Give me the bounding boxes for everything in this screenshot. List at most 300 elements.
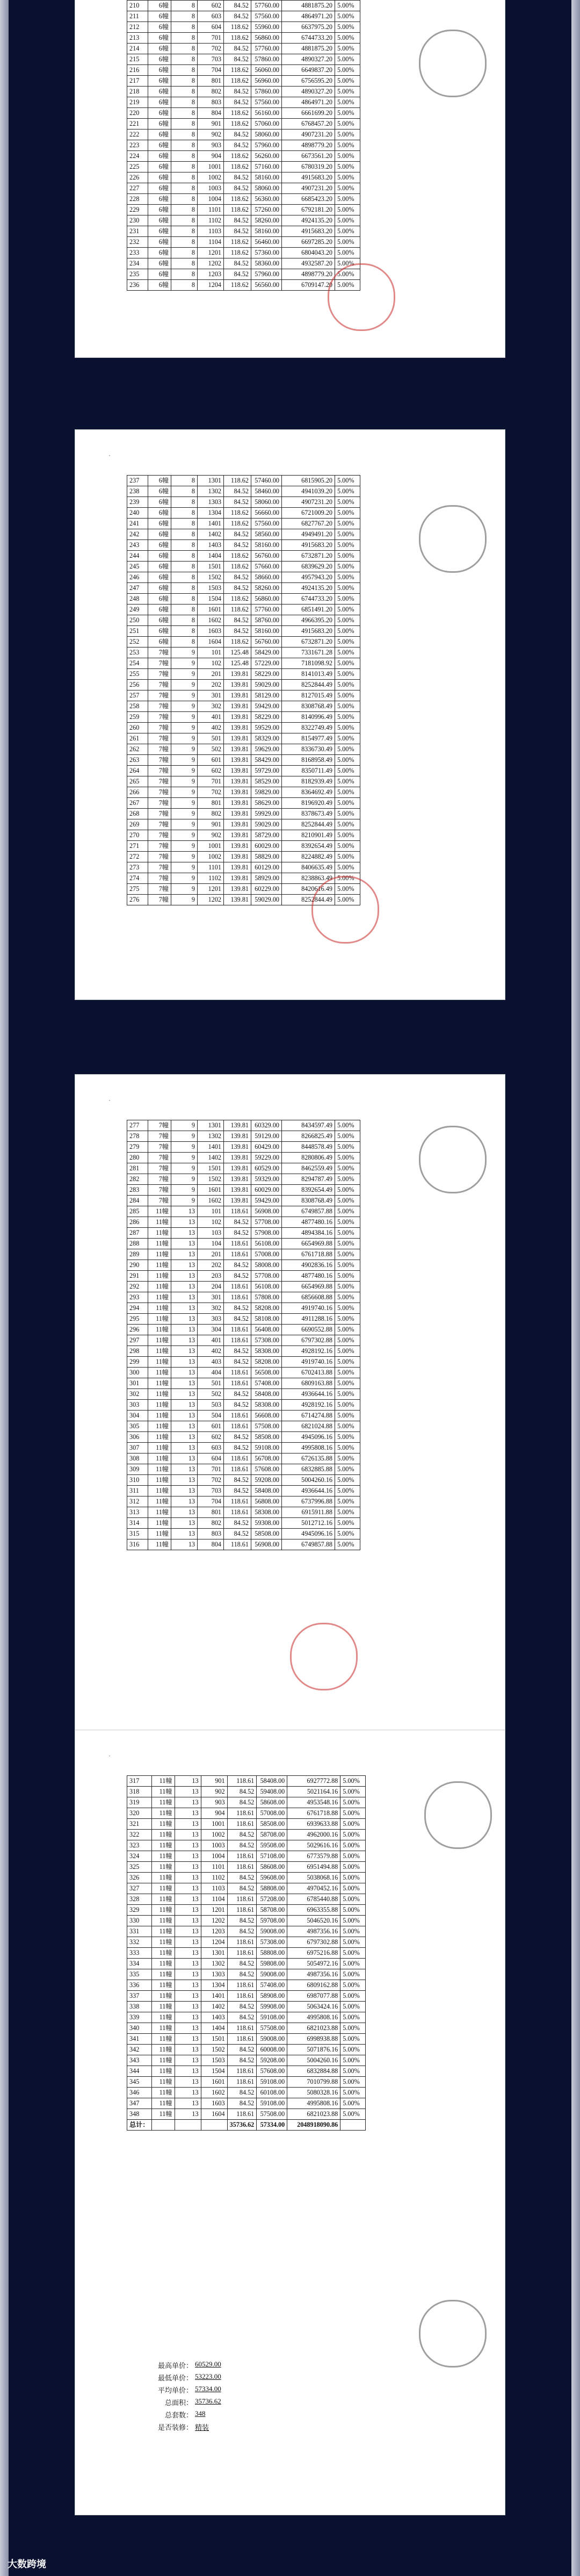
table-cell: 1301 (198, 1120, 224, 1131)
table-cell: 139.81 (224, 680, 251, 690)
table-cell: 4898779.20 (282, 140, 335, 151)
table-cell: 703 (198, 1486, 224, 1496)
table-cell: 253 (127, 647, 148, 658)
table-cell: 5.00% (335, 22, 360, 33)
table-cell: 8 (171, 22, 198, 33)
table-cell: 84.52 (224, 626, 251, 637)
table-cell: 13 (171, 1443, 198, 1454)
table-cell: 1204 (198, 280, 224, 291)
table-cell: 227 (127, 183, 148, 194)
table-cell: 84.52 (224, 1314, 251, 1325)
table-row (127, 798, 360, 809)
seal-stamp (424, 1781, 492, 1849)
table-cell: 5.00% (335, 744, 360, 755)
table-row (127, 1282, 360, 1292)
table-cell: 9 (171, 701, 198, 712)
right-edge-bar (571, 0, 580, 2576)
table-cell: 6幢 (148, 140, 171, 151)
table-cell: 11幢 (151, 1926, 175, 1937)
table-cell: 6654969.88 (282, 1239, 335, 1249)
table-cell: 275 (127, 884, 148, 895)
table-cell: 57229.00 (251, 658, 282, 669)
table-cell: 8 (171, 497, 198, 508)
table-cell: 1503 (198, 583, 224, 594)
table-cell: 5071876.16 (287, 2045, 340, 2055)
table-cell: 246 (127, 572, 148, 583)
table-cell: 7幢 (148, 830, 171, 841)
table-row (127, 1153, 360, 1163)
table-cell: 5.00% (335, 1206, 360, 1217)
table-cell: 57608.00 (251, 1464, 282, 1475)
table-cell: 6幢 (148, 22, 171, 33)
table-cell: 57460.00 (251, 476, 282, 486)
table-cell: 326 (127, 1873, 152, 1883)
table-row (127, 1991, 366, 2002)
table-row (127, 615, 360, 626)
table-row (127, 1325, 360, 1335)
table-cell: 902 (201, 1787, 227, 1797)
table-row (127, 1486, 360, 1496)
table-cell: 5.00% (340, 1894, 366, 1905)
table-cell: 6幢 (148, 519, 171, 529)
table-row (127, 572, 360, 583)
table-cell: 5.00% (340, 2077, 366, 2088)
table-cell: 5012712.16 (282, 1518, 335, 1529)
table-row (127, 1, 360, 11)
table-cell: 6821023.88 (287, 2023, 340, 2034)
table-cell: 202 (198, 680, 224, 690)
table-cell: 8 (171, 269, 198, 280)
table-cell: 5.00% (335, 497, 360, 508)
table-cell: 5.00% (335, 1539, 360, 1550)
table-cell: 322 (127, 1830, 152, 1840)
table-row (127, 140, 360, 151)
table-cell: 6721009.20 (282, 508, 335, 519)
table-cell: 13 (171, 1239, 198, 1249)
table-cell: 58208.00 (251, 1357, 282, 1368)
table-row (127, 1808, 366, 1819)
table-cell: 228 (127, 194, 148, 205)
table-cell: 1201 (201, 1905, 227, 1916)
table-cell: 118.62 (224, 562, 251, 572)
table-cell: 8196920.49 (282, 798, 335, 809)
table-cell: 261 (127, 733, 148, 744)
table-cell: 1603 (198, 626, 224, 637)
table-cell: 84.52 (227, 2055, 257, 2066)
table-cell: 13 (171, 1411, 198, 1421)
table-cell: 5.00% (335, 1260, 360, 1271)
table-cell: 5.00% (335, 129, 360, 140)
table-cell: 266 (127, 787, 148, 798)
table-cell: 268 (127, 809, 148, 819)
table-cell: 103 (198, 1228, 224, 1239)
table-cell: 13 (175, 1937, 201, 1948)
table-cell: 5.00% (335, 1346, 360, 1357)
table-cell: 6963355.88 (287, 1905, 340, 1916)
table-cell: 118.62 (224, 22, 251, 33)
table-cell: 4898779.20 (282, 269, 335, 280)
table-cell: 8 (171, 172, 198, 183)
table-cell: 224 (127, 151, 148, 162)
table-cell: 84.52 (227, 1883, 257, 1894)
table-cell: 8238863.49 (282, 873, 335, 884)
table-cell: 5.00% (335, 605, 360, 615)
table-cell: 257 (127, 690, 148, 701)
table-cell: 1003 (198, 183, 224, 194)
table-cell: 301 (198, 1292, 224, 1303)
table-cell: 8 (171, 162, 198, 172)
table-cell: 13 (175, 1969, 201, 1980)
table-cell: 11幢 (148, 1239, 171, 1249)
table-cell: 11幢 (148, 1539, 171, 1550)
table-cell: 6821023.88 (287, 2109, 340, 2120)
table-row (127, 1120, 360, 1131)
table-cell: 402 (198, 723, 224, 733)
table-cell: 271 (127, 841, 148, 852)
table-cell: 6780319.20 (282, 162, 335, 172)
table-cell: 5.00% (335, 215, 360, 226)
table-cell: 329 (127, 1905, 152, 1916)
table-cell: 8 (171, 33, 198, 44)
page-mark: · (108, 451, 111, 459)
table-cell: 303 (127, 1400, 148, 1411)
table-cell: 1402 (198, 529, 224, 540)
table-cell: 8154977.49 (282, 733, 335, 744)
table-cell: 6幢 (148, 205, 171, 215)
table-cell: 5.00% (335, 1196, 360, 1206)
table-cell: 6827767.20 (282, 519, 335, 529)
table-row (127, 54, 360, 65)
table-cell: 292 (127, 1282, 148, 1292)
table-cell: 203 (198, 1271, 224, 1282)
table-cell: 8 (171, 11, 198, 22)
table-cell: 84.52 (224, 1217, 251, 1228)
table-cell: 6幢 (148, 258, 171, 269)
table-cell: 6732871.20 (282, 551, 335, 562)
table-cell: 118.61 (227, 1948, 257, 1959)
table-cell: 84.52 (224, 615, 251, 626)
table-row (127, 215, 360, 226)
table-cell: 139.81 (224, 1185, 251, 1196)
page-mark: · (108, 1752, 111, 1759)
table-cell: 6幢 (148, 637, 171, 647)
table-cell: 4924135.20 (282, 583, 335, 594)
table-cell: 139.81 (224, 690, 251, 701)
table-cell: 5.00% (335, 798, 360, 809)
table-cell: 328 (127, 1894, 152, 1905)
table-cell: 1001 (201, 1819, 227, 1830)
table-cell: 6幢 (148, 151, 171, 162)
table-row (127, 529, 360, 540)
table-cell: 60529.00 (251, 1163, 282, 1174)
table-cell: 1002 (201, 1830, 227, 1840)
table-cell: 84.52 (224, 1475, 251, 1486)
table-cell: 11幢 (148, 1260, 171, 1271)
table-row (127, 183, 360, 194)
table-cell: 5.00% (335, 33, 360, 44)
table-cell: 84.52 (227, 2098, 257, 2109)
table-cell: 4894384.16 (282, 1228, 335, 1239)
table-cell: 59108.00 (257, 2012, 287, 2023)
table-cell: 4881875.20 (282, 44, 335, 54)
table-cell: 84.52 (227, 1830, 257, 1840)
table-cell: 5.00% (335, 1239, 360, 1249)
table-cell: 286 (127, 1217, 148, 1228)
table-cell: 139.81 (224, 841, 251, 852)
table-cell: 118.62 (224, 508, 251, 519)
table-cell: 324 (127, 1851, 152, 1862)
table-cell: 5.00% (335, 486, 360, 497)
table-cell: 13 (171, 1496, 198, 1507)
table-cell: 1302 (198, 1131, 224, 1142)
table-cell: 901 (198, 119, 224, 129)
table-row (127, 1303, 360, 1314)
table-cell: 84.52 (224, 1443, 251, 1454)
table-cell: 9 (171, 1163, 198, 1174)
table-row (127, 680, 360, 690)
table-cell: 57860.00 (251, 54, 282, 65)
table-cell: 11幢 (148, 1282, 171, 1292)
table-cell: 1303 (198, 497, 224, 508)
table-row (127, 508, 360, 519)
price-table-page-1 (127, 0, 360, 291)
table-cell: 58229.00 (251, 669, 282, 680)
table-cell: 5.00% (340, 1862, 366, 1873)
table-cell: 56908.00 (251, 1539, 282, 1550)
table-cell: 6幢 (148, 162, 171, 172)
table-cell: 247 (127, 583, 148, 594)
table-cell: 242 (127, 529, 148, 540)
table-cell: 84.52 (224, 572, 251, 583)
table-row (127, 1142, 360, 1153)
table-cell: 346 (127, 2088, 152, 2098)
table-cell: 6幢 (148, 119, 171, 129)
table-cell: 1604 (201, 2109, 227, 2120)
table-row (127, 712, 360, 723)
table-cell: 1004 (201, 1851, 227, 1862)
table-cell: 13 (171, 1539, 198, 1550)
table-cell: 334 (127, 1959, 152, 1969)
table-cell: 118.61 (224, 1282, 251, 1292)
table-cell: 13 (175, 2077, 201, 2088)
table-cell: 801 (198, 1507, 224, 1518)
table-cell: 280 (127, 1153, 148, 1163)
table-cell: 302 (127, 1389, 148, 1400)
table-cell: 59829.00 (251, 787, 282, 798)
table-cell: 59029.00 (251, 895, 282, 905)
table-cell: 402 (198, 1346, 224, 1357)
table-cell: 5.00% (335, 476, 360, 486)
table-row (127, 1443, 360, 1454)
table-row (127, 1926, 366, 1937)
table-cell: 139.81 (224, 787, 251, 798)
table-row (127, 1507, 360, 1518)
table-cell: 901 (198, 819, 224, 830)
table-cell: 4890327.20 (282, 54, 335, 65)
table-cell: 701 (198, 776, 224, 787)
table-cell: 5080328.16 (287, 2088, 340, 2098)
table-cell: 56460.00 (251, 237, 282, 248)
table-cell: 5.00% (335, 1454, 360, 1464)
table-cell: 11幢 (148, 1368, 171, 1378)
table-cell: 9 (171, 733, 198, 744)
table-cell: 5.00% (340, 1787, 366, 1797)
table-row (127, 119, 360, 129)
table-cell: 60129.00 (251, 862, 282, 873)
table-cell: 13 (171, 1507, 198, 1518)
table-cell: 58060.00 (251, 183, 282, 194)
table-cell: 84.52 (224, 11, 251, 22)
table-cell: 8 (171, 183, 198, 194)
table-cell: 59108.00 (257, 2077, 287, 2088)
table-cell: 56060.00 (251, 65, 282, 76)
table-cell: 241 (127, 519, 148, 529)
table-cell: 58808.00 (257, 1883, 287, 1894)
table-cell: 118.62 (224, 237, 251, 248)
table-cell: 1602 (198, 1196, 224, 1206)
table-cell: 58760.00 (251, 615, 282, 626)
table-cell: 11幢 (148, 1378, 171, 1389)
table-cell: 283 (127, 1185, 148, 1196)
table-cell: 5.00% (335, 637, 360, 647)
summary-row: 平均单价： 57334.00 (157, 2385, 221, 2394)
table-cell: 7幢 (148, 819, 171, 830)
table-cell: 903 (198, 140, 224, 151)
table-cell: 84.52 (224, 1518, 251, 1529)
table-cell: 1304 (201, 1980, 227, 1991)
table-cell: 6幢 (148, 129, 171, 140)
table-cell: 5.00% (335, 669, 360, 680)
table-cell: 8 (171, 215, 198, 226)
table-cell: 331 (127, 1926, 152, 1937)
table-cell: 201 (198, 669, 224, 680)
table-cell: 11幢 (151, 1808, 175, 1819)
table-cell: 1002 (198, 172, 224, 183)
table-cell: 1201 (198, 248, 224, 258)
table-row (127, 1496, 360, 1507)
table-cell: 58360.00 (251, 258, 282, 269)
table-cell: 6856608.88 (282, 1292, 335, 1303)
table-row (127, 1206, 360, 1217)
table-row (127, 519, 360, 529)
table-cell: 1001 (198, 162, 224, 172)
summary-row: 总面积： 35736.62 (164, 2397, 221, 2407)
table-row (127, 76, 360, 87)
table-cell: 1601 (198, 605, 224, 615)
table-cell: 59729.00 (251, 766, 282, 776)
table-cell: 5.00% (335, 755, 360, 766)
table-cell: 84.52 (224, 1228, 251, 1239)
table-cell: 6749857.88 (282, 1206, 335, 1217)
table-cell: 84.52 (224, 215, 251, 226)
table-cell: 702 (198, 1475, 224, 1486)
table-cell: 118.62 (224, 551, 251, 562)
table-cell: 4945096.16 (282, 1432, 335, 1443)
table-row (127, 1185, 360, 1196)
table-cell: 501 (198, 1378, 224, 1389)
table-cell: 5.00% (335, 733, 360, 744)
table-cell: 9 (171, 669, 198, 680)
table-cell: 6797302.88 (282, 1335, 335, 1346)
table-cell: 8 (171, 87, 198, 97)
table-cell: 7幢 (148, 733, 171, 744)
table-cell: 4928192.16 (282, 1400, 335, 1411)
table-cell: 502 (198, 1389, 224, 1400)
table-cell: 7幢 (148, 647, 171, 658)
seal-stamp (419, 30, 487, 97)
table-cell: 13 (175, 1883, 201, 1894)
table-cell: 5.00% (340, 1991, 366, 2002)
table-cell: 239 (127, 497, 148, 508)
table-cell: 118.62 (224, 119, 251, 129)
table-cell: 139.81 (224, 809, 251, 819)
table-cell: 804 (198, 1539, 224, 1550)
table-cell: 5.00% (340, 1969, 366, 1980)
table-cell: 56108.00 (251, 1282, 282, 1292)
table-cell: 57808.00 (251, 1292, 282, 1303)
table-cell: 7幢 (148, 862, 171, 873)
table-cell: 9 (171, 658, 198, 669)
table-cell: 4919740.16 (282, 1357, 335, 1368)
table-cell: 256 (127, 680, 148, 690)
total-row (127, 2120, 366, 2131)
table-row (127, 637, 360, 647)
table-cell: 118.61 (224, 1421, 251, 1432)
table-cell: 1301 (198, 476, 224, 486)
table-cell: 210 (127, 1, 148, 11)
table-cell: 57408.00 (251, 1378, 282, 1389)
table-row (127, 701, 360, 712)
table-cell: 118.61 (227, 2034, 257, 2045)
table-cell: 1302 (201, 1959, 227, 1969)
table-cell: 60108.00 (257, 2088, 287, 2098)
table-cell: 603 (198, 1443, 224, 1454)
table-cell: 11幢 (151, 1991, 175, 2002)
table-cell: 139.81 (224, 701, 251, 712)
table-cell: 13 (171, 1400, 198, 1411)
table-cell: 118.61 (227, 2077, 257, 2088)
table-cell: 306 (127, 1432, 148, 1443)
table-cell: 4915683.20 (282, 172, 335, 183)
table-cell: 9 (171, 895, 198, 905)
table-cell: 59608.00 (257, 1873, 287, 1883)
table-cell: 236 (127, 280, 148, 291)
table-cell: 229 (127, 205, 148, 215)
table-cell: 1301 (201, 1948, 227, 1959)
table-cell: 59108.00 (251, 1443, 282, 1454)
table-cell: 58408.00 (251, 1389, 282, 1400)
table-cell: 58808.00 (257, 1948, 287, 1959)
summary-row: 最高单价： 60529.00 (157, 2360, 221, 2370)
table-cell: 317 (127, 1776, 152, 1787)
table-cell: 59629.00 (251, 744, 282, 755)
table-row (127, 1260, 360, 1271)
table-cell: 58908.00 (257, 1991, 287, 2002)
table-cell: 7幢 (148, 744, 171, 755)
table-cell: 84.52 (227, 2002, 257, 2012)
table-cell: 139.81 (224, 1120, 251, 1131)
table-cell: 5.00% (340, 2012, 366, 2023)
table-cell: 1402 (198, 1153, 224, 1163)
table-cell: 11幢 (151, 1840, 175, 1851)
table-cell: 13 (171, 1389, 198, 1400)
table-cell: 118.62 (224, 194, 251, 205)
table-cell: 84.52 (224, 226, 251, 237)
table-cell: 8 (171, 476, 198, 486)
table-cell: 5.00% (335, 583, 360, 594)
table-cell: 57008.00 (251, 1249, 282, 1260)
table-cell: 139.81 (224, 712, 251, 723)
